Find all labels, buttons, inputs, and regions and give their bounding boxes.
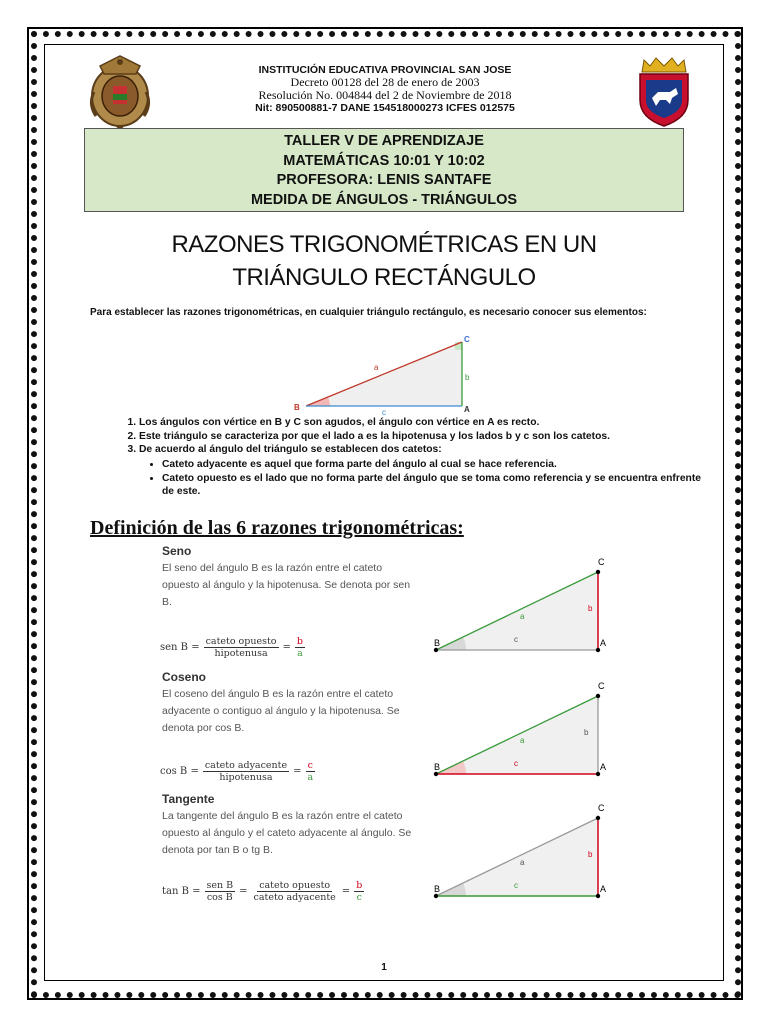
vertex-C-label: C	[598, 557, 605, 567]
side-a-label: a	[374, 363, 379, 372]
tangente-formula	[162, 880, 364, 903]
list-item: 2. Este triángulo se caracteriza por que el lado a es la hipotenusa y los lados b y c son los catetos.	[139, 430, 719, 444]
workshop-title: TALLER V DE APRENDIZAJE	[284, 133, 484, 149]
tangente-pre-num: sen B	[206, 880, 234, 891]
list-item: 3. De acuerdo al ángulo del triángulo se establecen dos catetos:	[139, 443, 719, 457]
side-c-label: c	[514, 635, 518, 644]
seno-num: cateto opuesto	[205, 636, 277, 647]
institution-header	[150, 64, 620, 114]
side-c-label: c	[382, 408, 386, 416]
coseno-ratio-num: c	[307, 760, 313, 771]
seno-triangle-diagram	[428, 556, 618, 656]
side-b-label: b	[588, 604, 593, 613]
tangente-triangle-diagram	[428, 802, 618, 902]
seno-description: El seno del ángulo B es la razón entre el cateto opuesto al ángulo y la hipotenusa. Se denota por sen B.	[162, 562, 411, 608]
school-crest-logo	[80, 52, 160, 132]
vertex-A-label: A	[600, 638, 607, 648]
vertex-C-label: C	[598, 803, 605, 813]
vertex-C-label: C	[464, 335, 470, 344]
tangente-ratio-den: c	[356, 892, 362, 903]
catetos-sublist	[148, 458, 702, 499]
vertex-A-label: A	[600, 884, 607, 894]
page-number: 1	[381, 962, 387, 973]
coseno-ratio-den: a	[307, 772, 314, 783]
side-b-label: b	[588, 850, 593, 859]
resolution-line: Resolución No. 004844 del 2 de Noviembre de 2018	[258, 88, 512, 102]
decree-line: Decreto 00128 del 28 de enero de 2003	[290, 75, 480, 89]
vertex-A-label: A	[600, 762, 607, 772]
tangente-eq2: =	[341, 886, 351, 897]
seno-ratio-den: a	[297, 648, 303, 659]
side-a-label: a	[520, 858, 525, 867]
coseno-eq: =	[293, 766, 302, 777]
vertex-B-label: B	[434, 762, 441, 772]
institution-name: INSTITUCIÓN EDUCATIVA PROVINCIAL SAN JOSE	[258, 64, 512, 76]
tangente-pre-den: cos B	[206, 892, 233, 903]
seno-title: Seno	[162, 544, 192, 558]
vertex-B-label: B	[294, 403, 300, 412]
workshop-topic: MEDIDA DE ÁNGULOS - TRIÁNGULOS	[250, 191, 518, 208]
coseno-title: Coseno	[162, 670, 207, 684]
tangente-title: Tangente	[162, 792, 215, 806]
workshop-teacher: PROFESORA: LENIS SANTAFE	[276, 172, 492, 188]
coseno-formula	[160, 760, 315, 783]
list-item: • Cateto adyacente es aquel que forma parte del ángulo al cual se hace referencia.	[162, 458, 702, 472]
page-title-line2: TRIÁNGULO RECTÁNGULO	[232, 264, 536, 291]
seno-ratio-num: b	[296, 636, 303, 647]
tangente-ratio-num: b	[356, 880, 363, 891]
workshop-course: MATEMÁTICAS 10:01 Y 10:02	[283, 152, 485, 169]
side-b-label: b	[584, 728, 589, 737]
vertex-A-label: A	[464, 405, 470, 414]
tangente-description: La tangente del ángulo B es la razón entre el cateto opuesto al ángulo y el cateto adyacente al ángulo. Se denota por tan B o tg B.	[162, 810, 412, 856]
tangente-num: cateto opuesto	[259, 880, 331, 891]
right-triangle-diagram	[290, 334, 480, 416]
page-title-line1: RAZONES TRIGONOMÉTRICAS EN UN	[171, 231, 597, 258]
tangente-den: cateto adyacente	[253, 892, 336, 903]
side-a-label: a	[520, 736, 525, 745]
vertex-B-label: B	[434, 884, 441, 894]
list-item: 1. Los ángulos con vértice en B y C son agudos, el ángulo con vértice en A es recto.	[139, 416, 719, 430]
coseno-num: cateto adyacente	[204, 760, 288, 771]
side-c-label: c	[514, 759, 518, 768]
vertex-C-label: C	[598, 681, 605, 691]
seno-den: hipotenusa	[214, 648, 268, 659]
definitions-heading: Definición de las 6 razones trigonométricas:	[90, 517, 464, 539]
list-item: • Cateto opuesto es el lado que no forma parte del ángulo que se toma como referencia y se encuentra enfrente de este.	[162, 472, 702, 499]
coseno-den: hipotenusa	[219, 772, 273, 783]
city-shield-logo	[634, 56, 694, 128]
seno-formula	[160, 636, 305, 659]
side-a-label: a	[520, 612, 525, 621]
nit-line: Nit: 890500881-7 DANE 154518000273 ICFES 012575	[255, 102, 515, 114]
page-title	[84, 228, 684, 294]
vertex-B-label: B	[434, 638, 441, 648]
tangente-lhs: tan B =	[162, 886, 201, 897]
seno-eq: =	[282, 642, 291, 653]
seno-lhs: sen B =	[160, 642, 200, 653]
coseno-lhs: cos B =	[160, 766, 199, 777]
coseno-description: El coseno del ángulo B es la razón entre el cateto adyacente o contiguo al ángulo y la hipotenusa. Se denota por cos B.	[162, 688, 400, 734]
workshop-box	[84, 128, 684, 212]
coseno-triangle-diagram	[428, 680, 618, 780]
side-b-label: b	[465, 373, 470, 382]
elements-list	[115, 416, 719, 457]
tangente-eq1: =	[239, 886, 248, 897]
side-c-label: c	[514, 881, 518, 890]
intro-paragraph: Para establecer las razones trigonométricas, en cualquier triángulo rectángulo, es necesario conocer sus elementos:	[90, 307, 647, 318]
